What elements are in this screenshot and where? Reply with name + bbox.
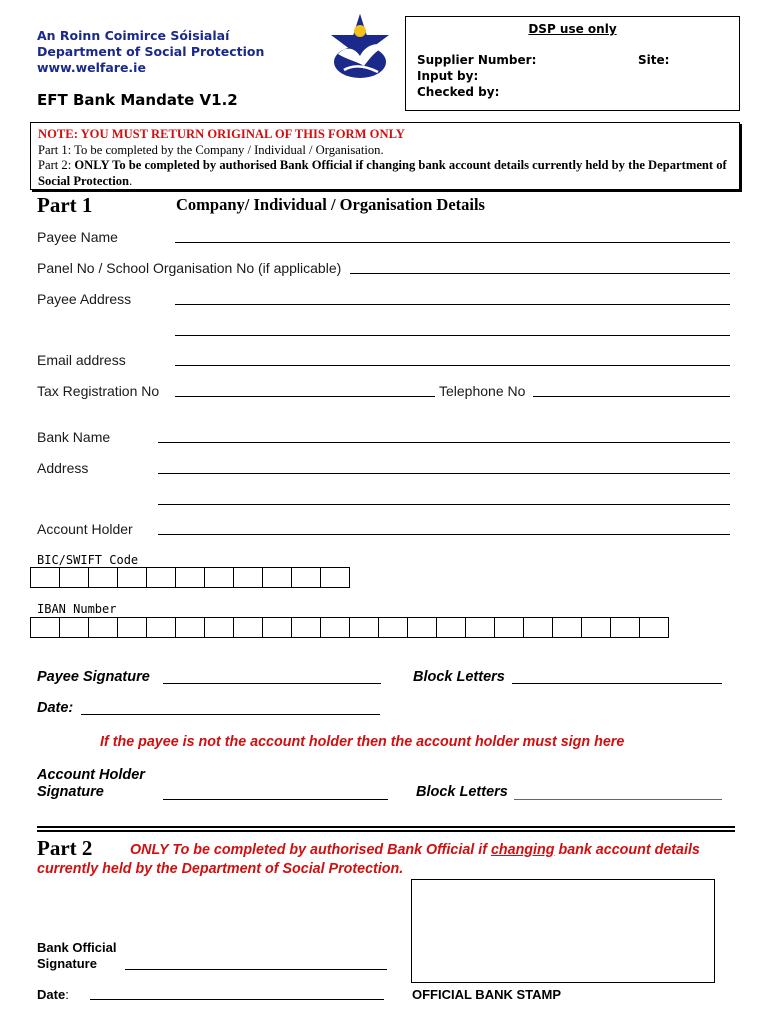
- part2-text-before: ONLY To be completed by authorised Bank Official if: [130, 842, 491, 858]
- iban-char-box[interactable]: [31, 617, 60, 638]
- block-letters-label-2: Block Letters: [416, 784, 508, 800]
- input-by-label: Input by:: [417, 69, 479, 83]
- bic-swift-char-box[interactable]: [234, 567, 263, 588]
- bank-name-field[interactable]: [158, 442, 730, 443]
- payee-address-field-2[interactable]: [175, 335, 730, 336]
- email-field[interactable]: [175, 365, 730, 366]
- iban-char-box[interactable]: [89, 617, 118, 638]
- bic-swift-char-box[interactable]: [31, 567, 60, 588]
- section-separator: [37, 826, 735, 832]
- bic-swift-char-box[interactable]: [263, 567, 292, 588]
- tax-registration-label: Tax Registration No: [37, 383, 160, 399]
- iban-char-box[interactable]: [553, 617, 582, 638]
- iban-char-box[interactable]: [234, 617, 263, 638]
- tax-registration-field[interactable]: [175, 396, 435, 397]
- bank-official-signature-label: [37, 940, 116, 972]
- bic-swift-char-box[interactable]: [321, 567, 350, 588]
- note-box: [30, 122, 740, 190]
- panel-no-label: Panel No / School Organisation No (if applicable): [37, 260, 342, 276]
- checked-by-label: Checked by:: [417, 85, 500, 99]
- dsp-use-only-box: [405, 16, 740, 111]
- iban-char-box[interactable]: [321, 617, 350, 638]
- payee-name-label: Payee Name: [37, 229, 118, 245]
- note-part2-bold: ONLY To be completed by authorised Bank Official if changing bank account details currently held by the Department of Social Protection: [38, 158, 727, 188]
- dept-irish-name: An Roinn Coimirce Sóisialaí: [37, 28, 230, 43]
- part1-title: Company/ Individual / Organisation Details: [176, 195, 485, 214]
- payee-signature-field[interactable]: [163, 683, 381, 684]
- part2-date-field[interactable]: [90, 999, 384, 1000]
- date-field[interactable]: [81, 714, 380, 715]
- note-part2-suffix: .: [129, 173, 133, 188]
- payee-address-field-1[interactable]: [175, 304, 730, 305]
- bic-swift-char-box[interactable]: [89, 567, 118, 588]
- telephone-field[interactable]: [533, 396, 730, 397]
- bic-swift-boxes[interactable]: [30, 567, 350, 588]
- bic-swift-char-box[interactable]: [292, 567, 321, 588]
- account-holder-label: Account Holder: [37, 521, 133, 537]
- note-part2-prefix: Part 2:: [38, 158, 75, 172]
- iban-char-box[interactable]: [147, 617, 176, 638]
- iban-char-box[interactable]: [640, 617, 669, 638]
- note-part1: Part 1: To be completed by the Company / Individual / Organisation.: [38, 142, 384, 157]
- official-bank-stamp-label: OFFICIAL BANK STAMP: [412, 987, 562, 1002]
- iban-char-box[interactable]: [611, 617, 640, 638]
- iban-char-box[interactable]: [408, 617, 437, 638]
- part2-text-underlined: changing: [490, 842, 555, 858]
- bank-official-signature-field[interactable]: [125, 969, 387, 970]
- bank-address-field-1[interactable]: [158, 473, 730, 474]
- iban-char-box[interactable]: [292, 617, 321, 638]
- iban-char-box[interactable]: [263, 617, 292, 638]
- account-holder-signature-field[interactable]: [163, 799, 388, 800]
- part2-instructions: [37, 841, 737, 879]
- iban-char-box[interactable]: [495, 617, 524, 638]
- bank-official-line2: Signature: [37, 956, 97, 971]
- payee-signature-label: Payee Signature: [37, 669, 150, 685]
- block-letters-label: Block Letters: [413, 669, 505, 685]
- site-label: Site:: [638, 53, 670, 67]
- iban-char-box[interactable]: [60, 617, 89, 638]
- iban-char-box[interactable]: [379, 617, 408, 638]
- bic-swift-char-box[interactable]: [205, 567, 234, 588]
- part2-date-label: [37, 987, 69, 1003]
- iban-char-box[interactable]: [118, 617, 147, 638]
- part2-date-text: Date: [37, 987, 66, 1002]
- bank-address-label: Address: [37, 460, 89, 476]
- part2-date-colon: :: [65, 987, 69, 1002]
- account-holder-field[interactable]: [158, 534, 730, 535]
- block-letters-field[interactable]: [512, 683, 722, 684]
- payee-name-field[interactable]: [175, 242, 730, 243]
- account-holder-signature-label: [37, 767, 145, 801]
- bank-official-line1: Bank Official: [37, 940, 117, 955]
- iban-char-box[interactable]: [582, 617, 611, 638]
- dept-english-name: Department of Social Protection: [37, 44, 265, 59]
- welfare-bird-star-logo-icon: [326, 14, 394, 84]
- official-bank-stamp-box[interactable]: [411, 879, 715, 983]
- bic-swift-char-box[interactable]: [147, 567, 176, 588]
- iban-boxes[interactable]: [30, 617, 669, 638]
- iban-char-box[interactable]: [176, 617, 205, 638]
- bic-swift-char-box[interactable]: [60, 567, 89, 588]
- iban-char-box[interactable]: [466, 617, 495, 638]
- bank-address-field-2[interactable]: [158, 504, 730, 505]
- bic-swift-label: BIC/SWIFT Code: [37, 553, 139, 567]
- payee-address-label: Payee Address: [37, 291, 132, 307]
- panel-no-field[interactable]: [350, 273, 730, 274]
- bic-swift-char-box[interactable]: [176, 567, 205, 588]
- form-title: EFT Bank Mandate V1.2: [37, 91, 238, 109]
- iban-char-box[interactable]: [350, 617, 379, 638]
- supplier-number-label: Supplier Number:: [417, 53, 537, 67]
- telephone-label: Telephone No: [439, 383, 526, 399]
- department-header: [37, 28, 264, 76]
- note-part2: [38, 158, 732, 189]
- account-holder-signature-line1: Account Holder: [37, 767, 145, 783]
- iban-char-box[interactable]: [524, 617, 553, 638]
- part1-heading: Part 1: [37, 193, 93, 217]
- iban-char-box[interactable]: [437, 617, 466, 638]
- account-holder-notice: If the payee is not the account holder then the account holder must sign here: [100, 734, 625, 750]
- iban-label: IBAN Number: [37, 602, 117, 616]
- date-label: Date:: [37, 700, 74, 716]
- email-label: Email address: [37, 352, 126, 368]
- block-letters-field-2[interactable]: [514, 799, 722, 800]
- part2-text-after: bank account details currently held by the Department of Social Protection.: [37, 842, 700, 877]
- part2-heading: Part 2: [37, 836, 93, 860]
- iban-char-box[interactable]: [205, 617, 234, 638]
- website-link[interactable]: www.welfare.ie: [37, 60, 146, 75]
- note-warning: NOTE: YOU MUST RETURN ORIGINAL OF THIS FORM ONLY: [38, 127, 405, 141]
- bic-swift-char-box[interactable]: [118, 567, 147, 588]
- bank-name-label: Bank Name: [37, 429, 111, 445]
- account-holder-signature-line2: Signature: [37, 784, 104, 800]
- dsp-box-title: DSP use only: [528, 22, 617, 36]
